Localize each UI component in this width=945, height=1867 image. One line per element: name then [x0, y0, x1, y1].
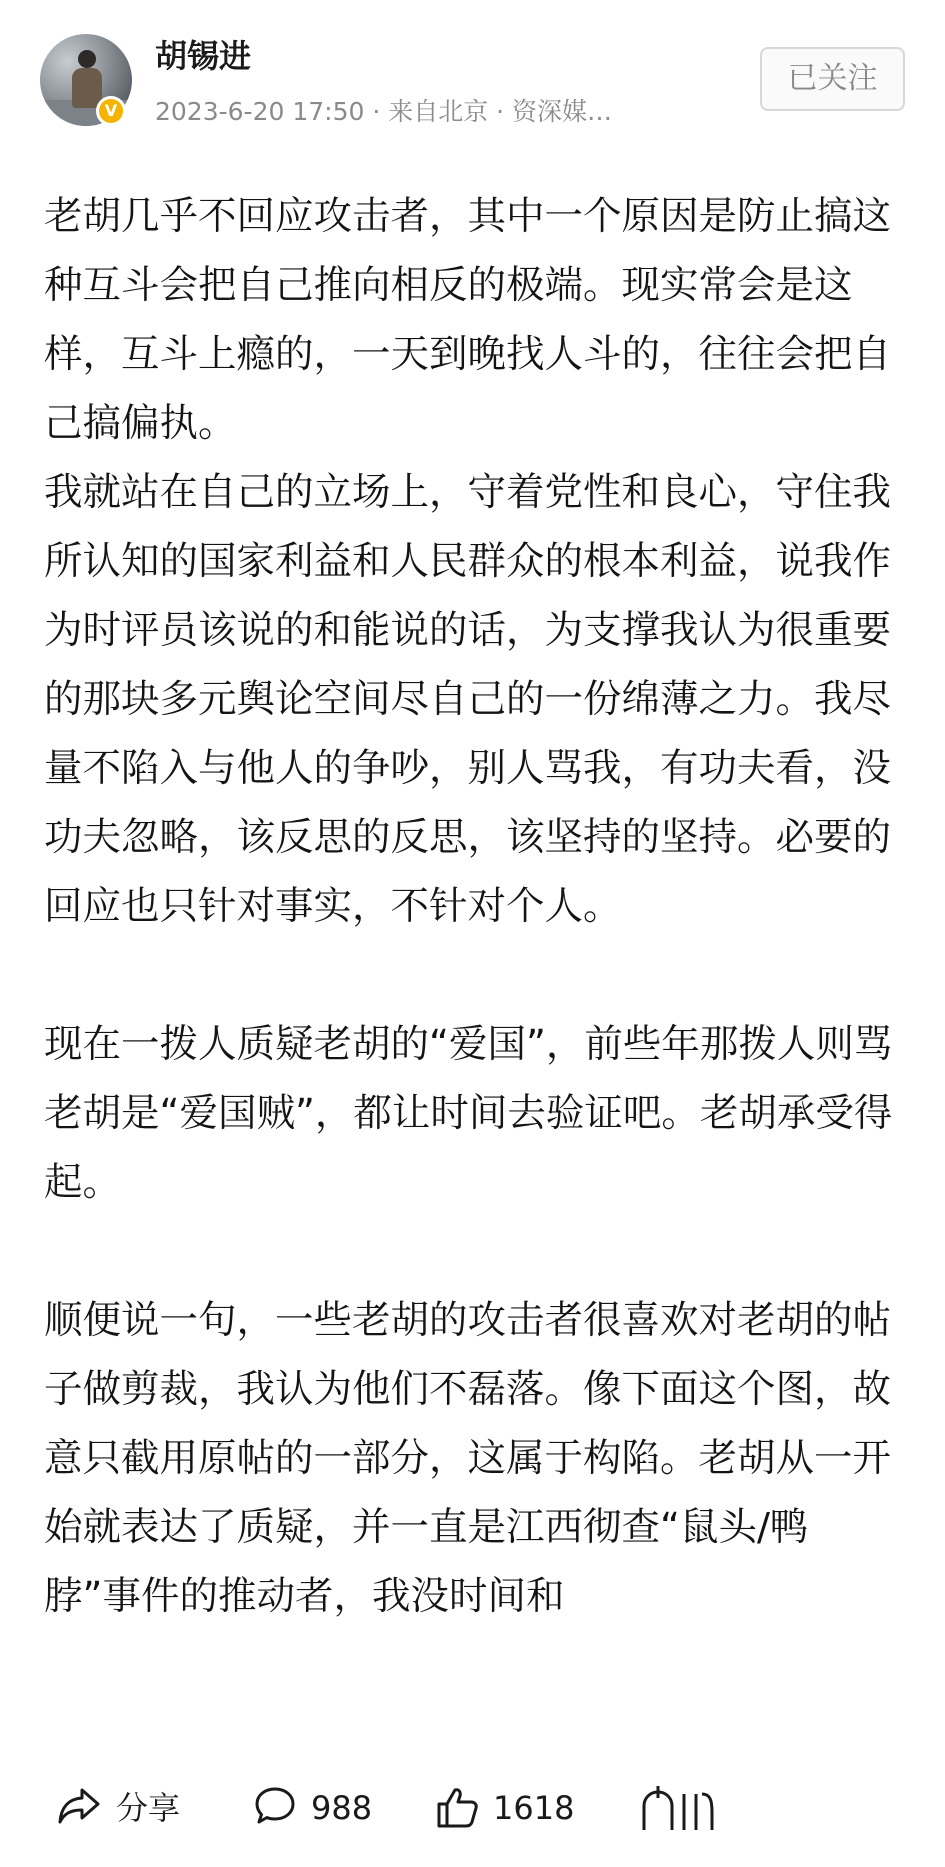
like-icon	[435, 1784, 479, 1830]
reward-button[interactable]	[640, 1780, 730, 1836]
like-button[interactable]	[435, 1780, 595, 1836]
post-paragraph: 我就站在自己的立场上，守着党性和良心，守住我所认知的国家利益和人民群众的根本利益，说我作为时评员该说的和能说的话，为支撑我认为很重要的那块多元舆论空间尽自己的一份绵薄之力。我尽量不陷入与他人的争吵，别人骂我，有功夫看，没功夫忽略，该反思的反思，该坚持的坚持。必要的回应也只针对事实，不针对个人。	[44, 470, 892, 929]
post-body	[44, 182, 904, 1745]
reward-icon	[640, 1784, 730, 1834]
share-icon	[56, 1784, 102, 1828]
follow-button[interactable]: 已关注	[760, 47, 905, 111]
like-count: 1618	[493, 1789, 575, 1827]
content-fade	[0, 1680, 945, 1750]
author-name[interactable]: 胡锡进	[155, 37, 252, 75]
post-paragraph: 顺便说一句，一些老胡的攻击者很喜欢对老胡的帖子做剪裁，我认为他们不磊落。像下面这个图，故意只截用原帖的一部分，这属于构陷。老胡从一开始就表达了质疑，并一直是江西彻查“鼠头/鸭脖”事件的推动者，我没时间和	[44, 1298, 892, 1619]
post-meta: 2023-6-20 17:50 · 来自北京 · 资深媒…	[155, 97, 613, 126]
comment-button[interactable]	[253, 1780, 403, 1836]
post-paragraph: 老胡几乎不回应攻击者，其中一个原因是防止搞这种互斗会把自己推向相反的极端。现实常会是这样，互斗上瘾的，一天到晚找人斗的，往往会把自己搞偏执。	[44, 194, 892, 446]
comment-count: 988	[311, 1789, 373, 1827]
share-label: 分享	[116, 1789, 181, 1827]
share-button[interactable]	[56, 1780, 216, 1836]
verified-icon: V	[96, 96, 126, 126]
post-header	[0, 0, 945, 150]
action-bar	[0, 1752, 945, 1867]
post-paragraph: 现在一拨人质疑老胡的“爱国”，前些年那拨人则骂老胡是“爱国贼”，都让时间去验证吧。老胡承受得起。	[44, 1022, 893, 1205]
comment-icon	[253, 1784, 297, 1828]
